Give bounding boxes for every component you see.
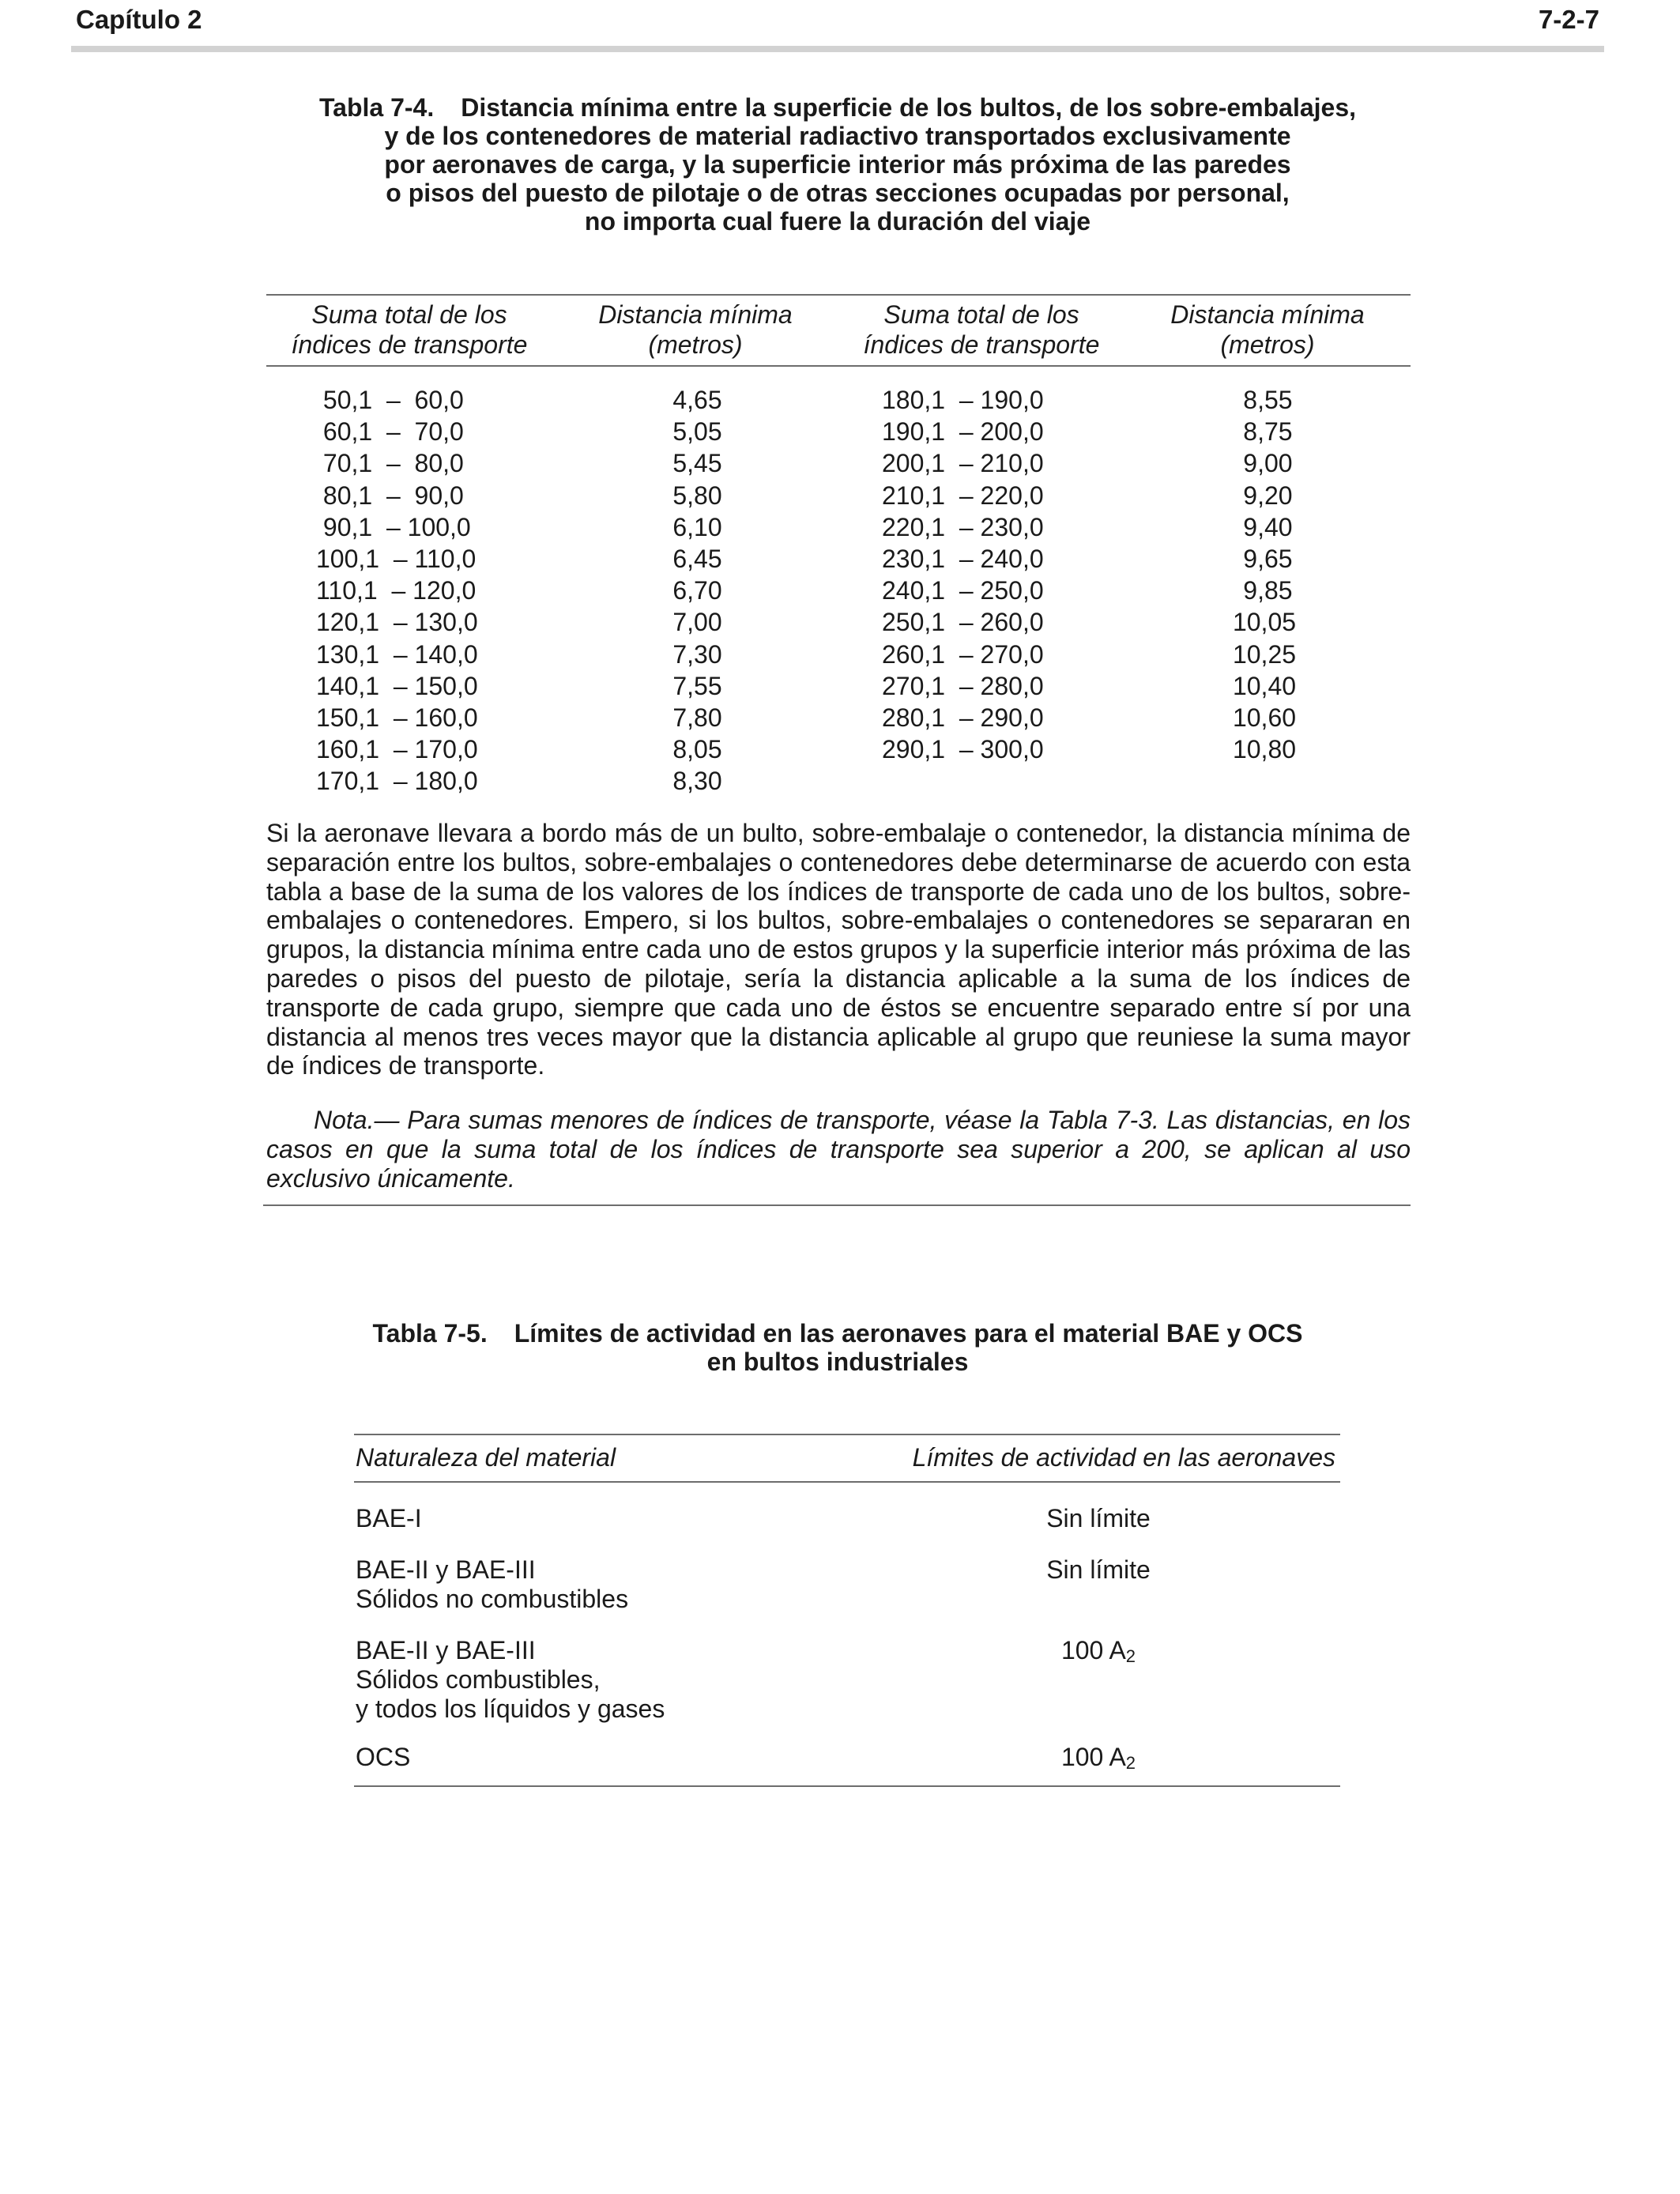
table-row-limit: 100 A2 [1060,1743,1136,1773]
caption-line: Tabla 7-4. Distancia mínima entre la superficie de los bultos, de los sobre-embalajes, [318,93,1357,122]
table-bottom-rule [354,1785,1340,1787]
table-cell: 7,00 [672,608,722,637]
table-cell: 10,25 [1232,639,1297,669]
table-cell: 120,1 – 130,0 [316,608,478,637]
table-cell: 10,05 [1232,608,1297,637]
table-cell: 170,1 – 180,0 [316,767,478,796]
caption-line: por aeronaves de carga, y la superficie interior más próxima de las paredes [384,150,1291,179]
table-cell: 100,1 – 110,0 [316,545,477,574]
table-cell: 60,1 – 70,0 [316,417,464,447]
table-cell: 10,80 [1232,735,1297,764]
table-row-material: BAE-I [356,1504,422,1532]
table-cell: 8,75 [1236,417,1293,447]
table-cell: 220,1 – 230,0 [882,512,1044,541]
table-label: Tabla 7-5. [372,1319,488,1348]
table-cell: 180,1 – 190,0 [882,386,1044,414]
table-cell: 8,30 [672,767,722,796]
caption-line: en bultos industriales [706,1348,969,1376]
header-cell: Suma total de los índices de transporte [291,300,528,359]
header-cell: Suma total de los índices de transporte [863,300,1100,359]
table-row-material: OCS [356,1743,411,1771]
table-cell: 190,1 – 200,0 [882,417,1044,447]
table-cell: 110,1 – 120,0 [316,576,477,605]
table-cell: 6,10 [672,512,722,541]
table-row-limit: Sin límite [1046,1555,1151,1584]
table-cell: 9,20 [1236,481,1293,510]
table-cell: 260,1 – 270,0 [882,639,1044,669]
table-cell: 10,60 [1232,703,1297,733]
table-note: Nota.— Para sumas menores de índices de transporte, véase la Tabla 7-3. Las distancias, en los casos en que la suma total de los índices de transporte sea superior a 200, se aplican al uso exclusivo únicamente. [266,1106,1411,1193]
table-row-material: BAE-II y BAE-III Sólidos no combustibles [356,1555,629,1613]
header-activity-limits: Límites de actividad en las aeronaves [912,1443,1335,1472]
page-number: 7-2-7 [1538,5,1599,34]
page-header [71,5,1604,36]
table-cell: 270,1 – 280,0 [882,671,1044,700]
table-7-5-caption [261,1319,1414,1376]
table-cell: 6,70 [672,576,722,605]
table-cell: 9,85 [1236,576,1293,605]
table-cell: 10,40 [1232,671,1297,700]
table-row-limit: 100 A2 [1060,1636,1136,1666]
table-cell: 90,1 – 100,0 [316,512,471,541]
table-cell: 140,1 – 150,0 [316,671,478,700]
table-label: Tabla 7-4. [318,93,435,122]
header-rule [71,46,1604,52]
table-cell: 290,1 – 300,0 [882,735,1044,764]
table-row-material: BAE-II y BAE-III Sólidos combustibles, y todos los líquidos y gases [356,1636,665,1723]
table-top-rule [266,294,1411,296]
table-cell: 7,55 [672,671,722,700]
right-range-column [882,384,1044,765]
table-cell: 4,65 [672,386,722,414]
table-cell: 150,1 – 160,0 [316,703,478,733]
table-cell: 7,80 [672,703,722,733]
table-cell: 280,1 – 290,0 [882,703,1044,733]
chapter-label: Capítulo 2 [76,5,202,34]
table-cell: 5,05 [672,417,722,447]
subscript: 2 [1125,1646,1136,1666]
table-cell: 70,1 – 80,0 [316,449,464,478]
table-cell: 130,1 – 140,0 [316,639,478,669]
table-cell: 8,55 [1236,386,1293,414]
right-distance-column [1205,384,1324,765]
caption-line: o pisos del puesto de pilotaje o de otras secciones ocupadas por personal, [386,179,1290,207]
table-cell: 5,45 [672,449,722,478]
table-cell: 160,1 – 170,0 [316,735,478,764]
explanatory-paragraph: Si la aeronave llevara a bordo más de un bulto, sobre-embalaje o contenedor, la distancia mínima de separación entre los bultos, sobre-embalajes o contenedores debe determinarse de acuerdo con esta tabla a base de la suma de los valores de los índices de transporte de cada uno de los bultos, sobre-embalajes o contenedores. Empero, si los bultos, sobre-embalajes o contenedores se separaran en grupos, la distancia mínima entre cada uno de estos grupos y la superficie interior más próxima de las paredes o pisos del puesto de pilotaje, sería la distancia aplicable a la suma de los índices de transporte de cada grupo, siempre que cada uno de éstos se encuentre separado entre sí por una distancia al menos tres veces mayor que la distancia aplicable al grupo que reuniese la suma mayor de índices de transporte. [266,819,1411,1080]
table-top-rule [354,1434,1340,1435]
header-bottom-rule [266,365,1411,367]
header-bottom-rule [354,1481,1340,1483]
table-cell: 5,80 [672,481,722,510]
table-cell: 250,1 – 260,0 [882,608,1044,637]
header-cell: Distancia mínima (metros) [1170,300,1365,359]
table-cell: 230,1 – 240,0 [882,545,1044,574]
caption-line: y de los contenedores de material radiactivo transportados exclusivamente [384,122,1291,150]
table-cell: 9,40 [1236,512,1293,541]
table-cell: 80,1 – 90,0 [316,481,464,510]
section-bottom-rule [263,1204,1411,1206]
table-cell: 210,1 – 220,0 [882,481,1044,510]
table-7-4-caption [261,93,1414,236]
header-cell: Distancia mínima (metros) [598,300,793,359]
table-row-limit: Sin límite [1046,1504,1151,1532]
subscript: 2 [1125,1753,1136,1773]
caption-line: Tabla 7-5. Límites de actividad en las aeronaves para el material BAE y OCS [372,1319,1303,1348]
table-cell: 9,00 [1236,449,1293,478]
caption-line: no importa cual fuere la duración del viaje [584,207,1091,236]
table-cell: 8,05 [672,735,722,764]
table-cell: 7,30 [672,639,722,669]
table-cell: 200,1 – 210,0 [882,449,1044,478]
table-cell: 240,1 – 250,0 [882,576,1044,605]
table-cell: 6,45 [672,545,722,574]
table-cell: 9,65 [1236,545,1293,574]
left-distance-column [632,384,763,797]
header-material: Naturaleza del material [356,1443,616,1472]
table-cell: 50,1 – 60,0 [316,386,464,414]
left-range-column [316,384,478,797]
